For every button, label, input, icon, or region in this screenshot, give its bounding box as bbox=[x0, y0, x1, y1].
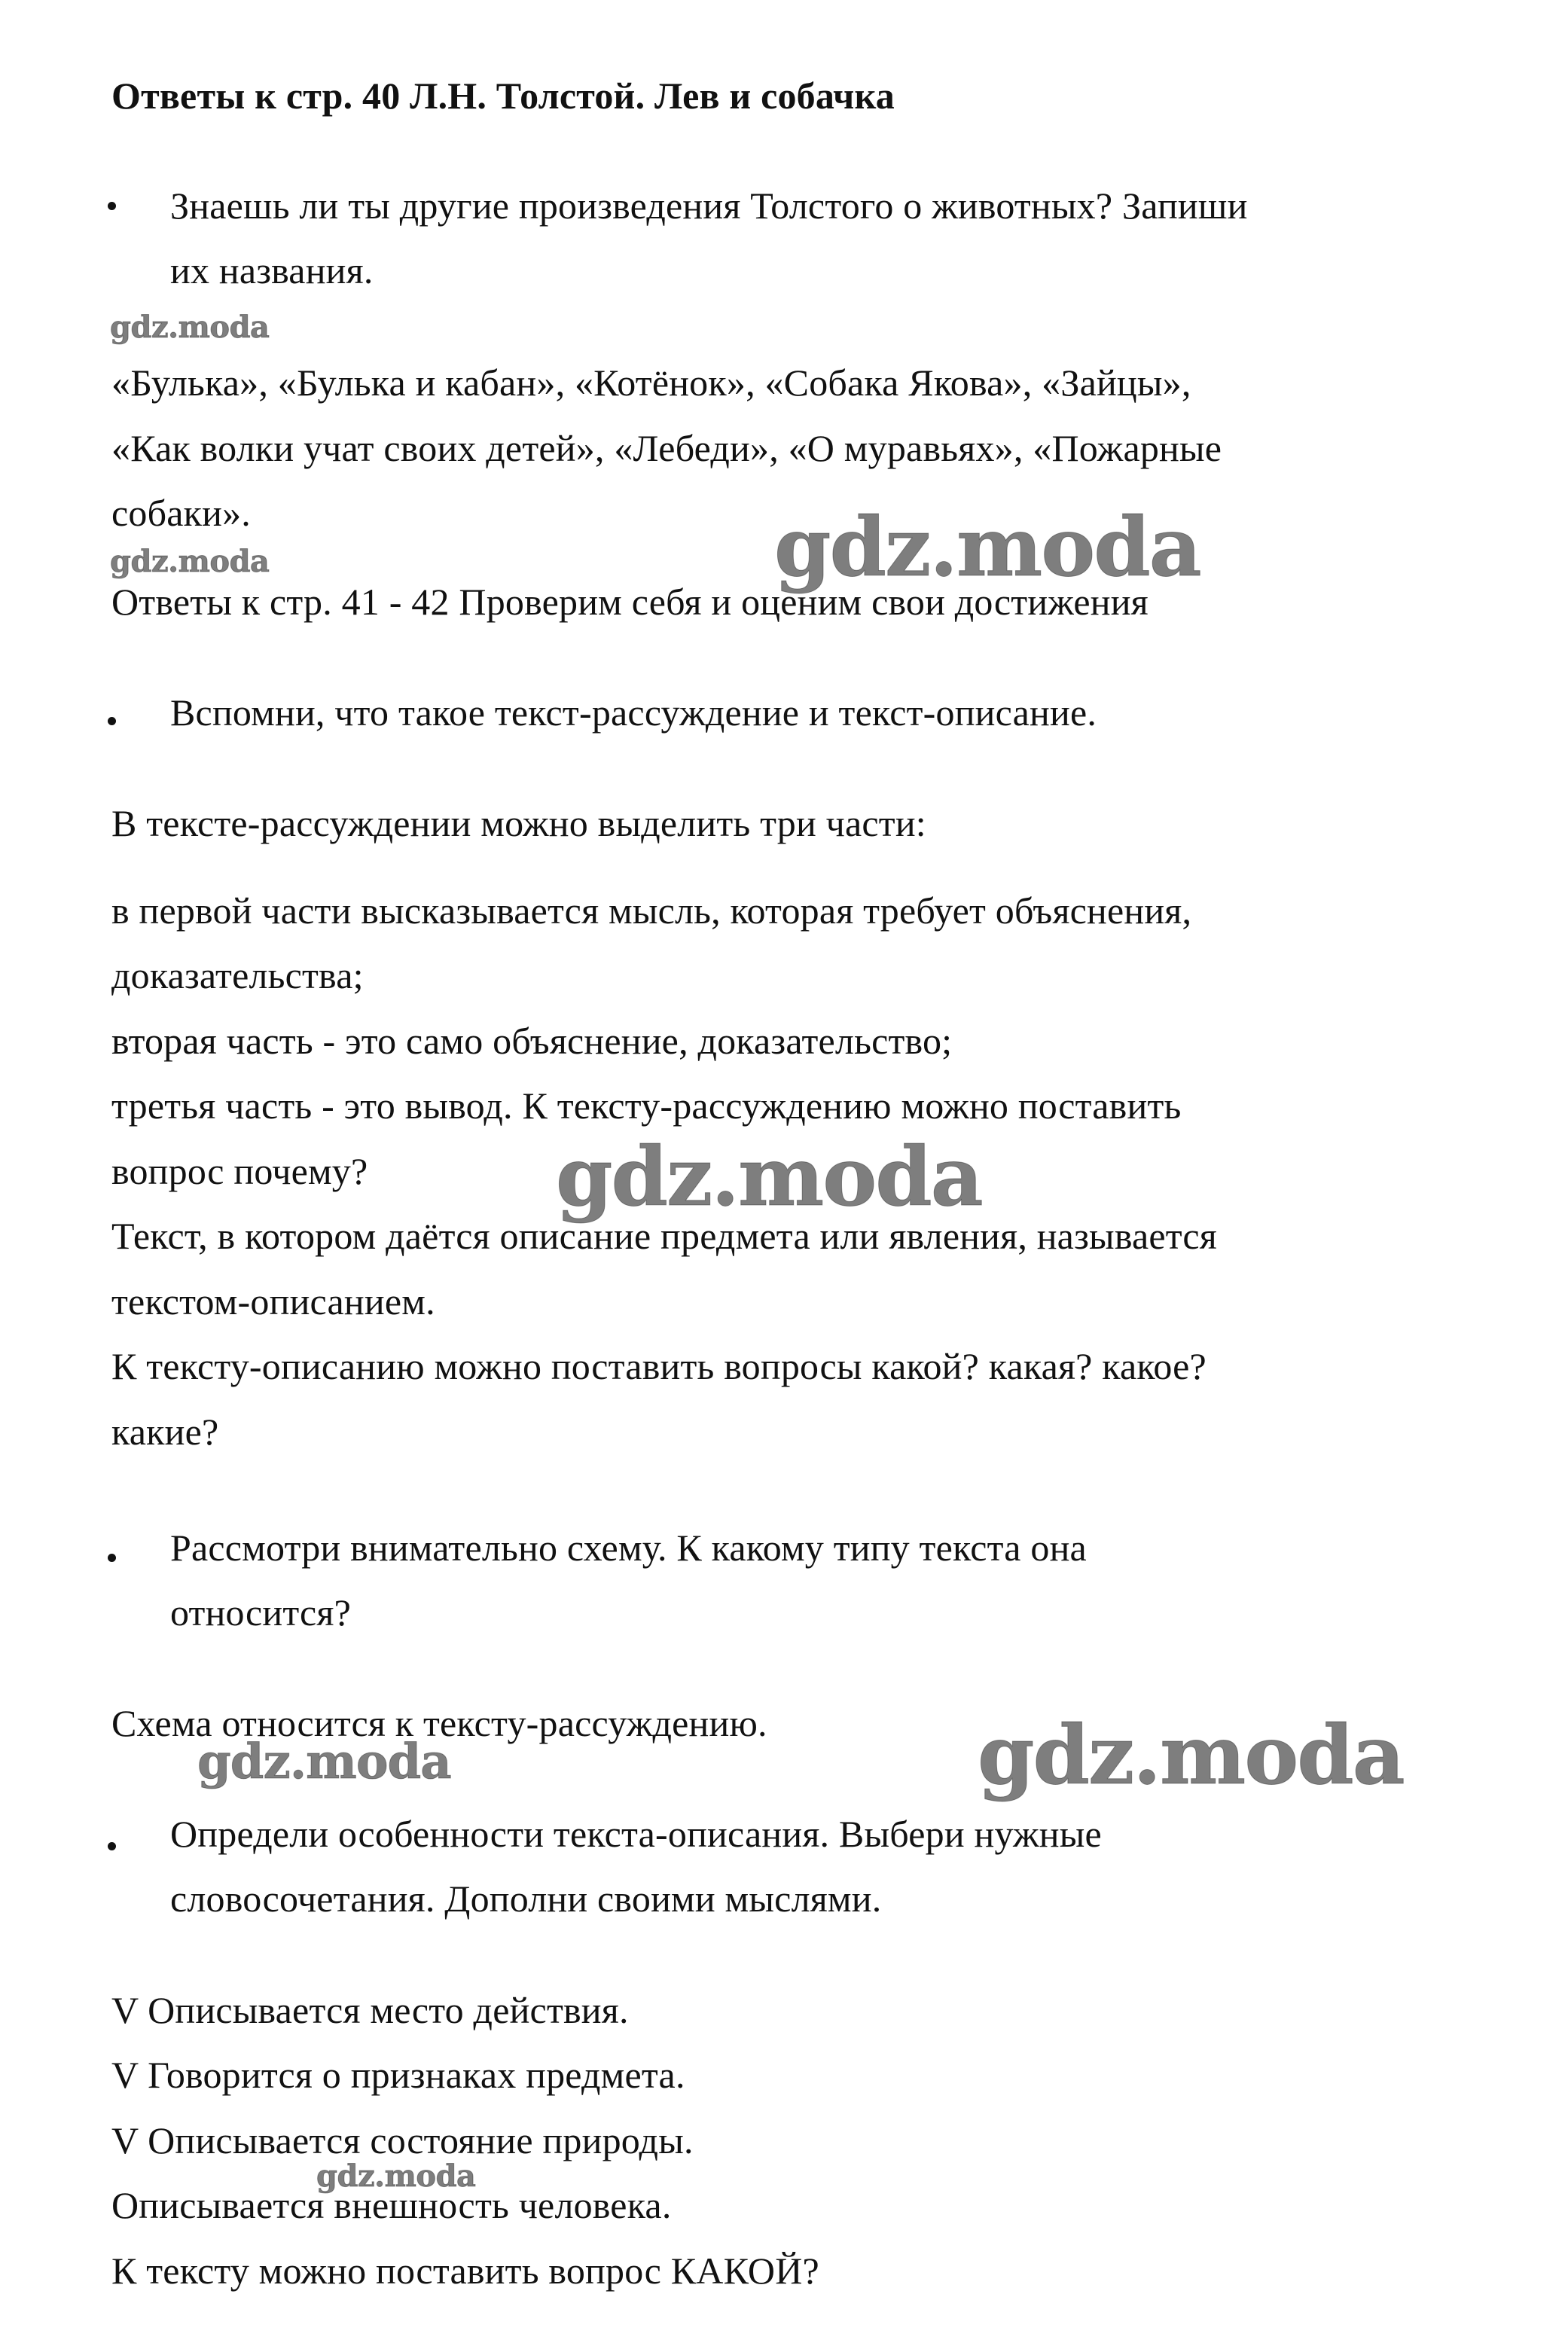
answer-text: К тексту-описанию можно поставить вопросы какой? какая? какое? bbox=[111, 1345, 1207, 1387]
watermark: gdz.moda bbox=[556, 1130, 982, 1225]
watermark: gdz.moda bbox=[110, 310, 270, 345]
question-text: Знаешь ли ты другие произведения Толстого о животных? Запиши bbox=[170, 185, 1248, 227]
watermark: gdz.moda bbox=[774, 500, 1200, 595]
answer-text: собаки». bbox=[111, 492, 251, 534]
bullet-icon bbox=[108, 202, 116, 210]
answer-text: Текст, в котором даётся описание предмета или явления, называется bbox=[111, 1215, 1218, 1257]
question-text: их названия. bbox=[170, 249, 374, 291]
page-title: Ответы к стр. 40 Л.Н. Толстой. Лев и собачка bbox=[111, 75, 895, 117]
answer-text: «Булька», «Булька и кабан», «Котёнок», «Собака Якова», «Зайцы», bbox=[111, 361, 1191, 404]
answer-text: в первой части высказывается мысль, которая требует объяснения, bbox=[111, 889, 1192, 932]
answer-text: Схема относится к тексту-рассуждению. bbox=[111, 1702, 767, 1744]
answer-text: К тексту можно поставить вопрос КАКОЙ? bbox=[111, 2250, 819, 2292]
section-heading: Ответы к стр. 41 - 42 Проверим себя и оценим свои достижения bbox=[111, 581, 1149, 623]
answer-text: В тексте-рассуждении можно выделить три части: bbox=[111, 802, 926, 844]
list-item: V Говорится о признаках предмета. bbox=[111, 2054, 685, 2096]
bullet-icon bbox=[108, 1842, 116, 1850]
list-item: Описывается внешность человека. bbox=[111, 2184, 672, 2226]
bullet-icon bbox=[108, 717, 116, 725]
question-text: Определи особенности текста-описания. Выбери нужные bbox=[170, 1813, 1102, 1855]
answer-text: вопрос почему? bbox=[111, 1150, 368, 1192]
watermark: gdz.moda bbox=[316, 2158, 476, 2194]
bullet-icon bbox=[108, 1554, 116, 1562]
answer-text: вторая часть - это само объяснение, доказательство; bbox=[111, 1020, 953, 1062]
answer-text: «Как волки учат своих детей», «Лебеди», «О муравьях», «Пожарные bbox=[111, 427, 1222, 469]
question-text: словосочетания. Дополни своими мыслями. bbox=[170, 1878, 882, 1920]
answer-text: третья часть - это вывод. К тексту-рассуждению можно поставить bbox=[111, 1084, 1182, 1127]
question-text: относится? bbox=[170, 1591, 351, 1634]
watermark: gdz.moda bbox=[110, 544, 270, 579]
question-text: Вспомни, что такое текст-рассуждение и текст-описание. bbox=[170, 691, 1097, 734]
watermark: gdz.moda bbox=[197, 1734, 451, 1790]
answer-text: доказательства; bbox=[111, 954, 364, 996]
answer-text: какие? bbox=[111, 1411, 219, 1453]
question-text: Рассмотри внимательно схему. К какому типу текста она bbox=[170, 1527, 1087, 1569]
answer-text: текстом-описанием. bbox=[111, 1280, 435, 1322]
list-item: V Описывается состояние природы. bbox=[111, 2119, 694, 2161]
watermark: gdz.moda bbox=[978, 1708, 1404, 1803]
list-item: V Описывается место действия. bbox=[111, 1989, 629, 2031]
